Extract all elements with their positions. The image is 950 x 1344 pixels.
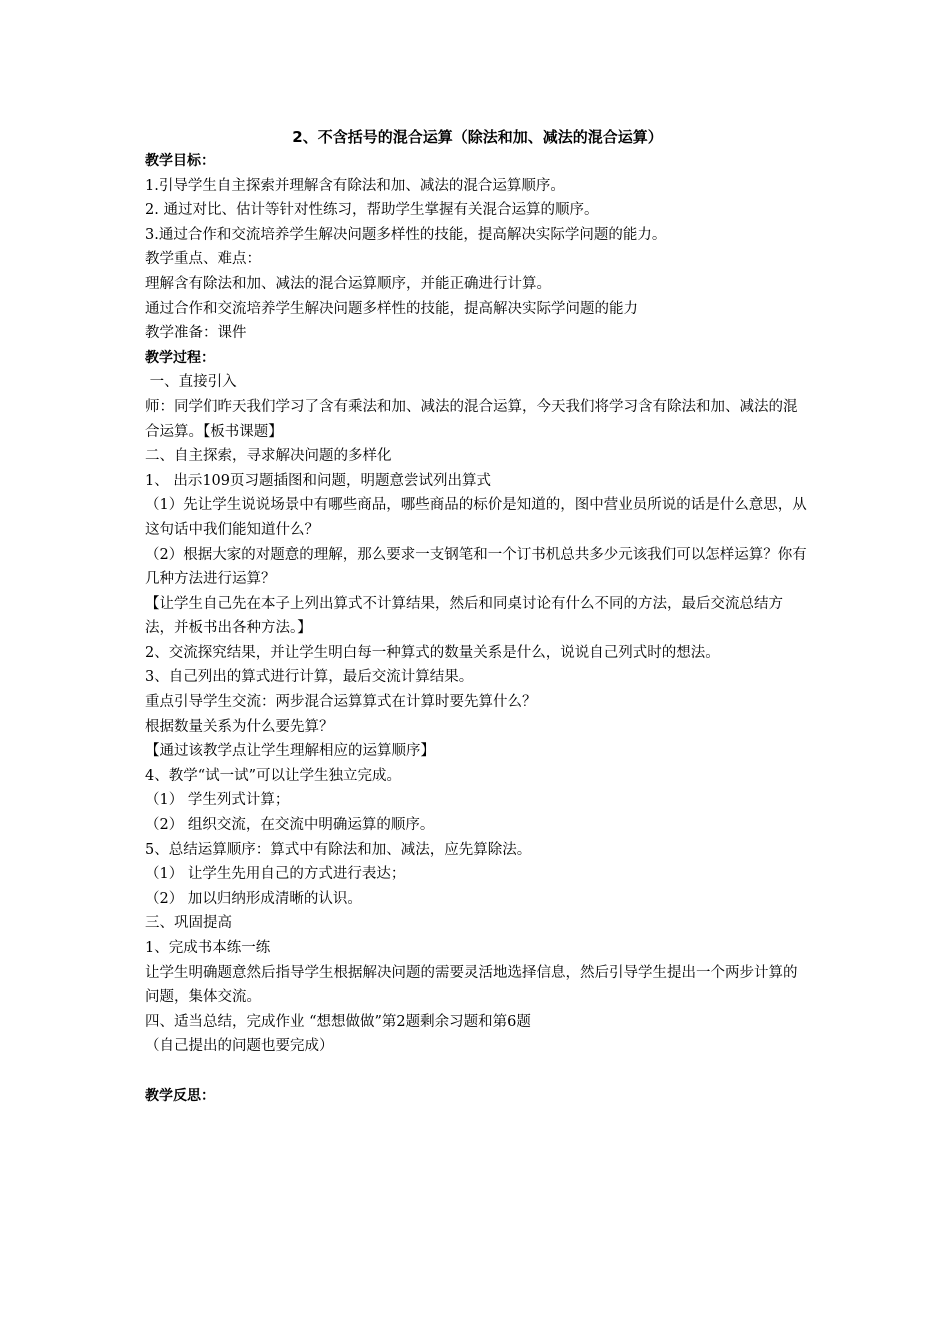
key-point-item: 理解含有除法和加、减法的混合运算顺序，并能正确进行计算。 (145, 275, 551, 292)
reflection-heading: 教学反思： (145, 1087, 215, 1104)
process-paragraph: 1、完成书本练一练 (145, 940, 271, 956)
process-paragraph: （1） 让学生先用自己的方式进行表达； (145, 866, 406, 883)
process-heading: 教学过程： (145, 349, 215, 366)
process-paragraph: （1）先让学生说说场景中有哪些商品，哪些商品的标价是知道的，图中营业员所说的话是什么意思，从这句话中我们能知道什么？ (145, 497, 807, 538)
process-paragraph: 3、自己列出的算式进行计算，最后交流计算结果。 (145, 669, 474, 686)
document-title: 2、不含括号的混合运算（除法和加、减法的混合运算） (292, 128, 663, 146)
objective-item: 2. 通过对比、估计等针对性练习，帮助学生掌握有关混合运算的顺序。 (145, 202, 599, 219)
process-paragraph: 5、总结运算顺序：算式中有除法和加、减法，应先算除法。 (145, 841, 532, 858)
key-point-item: 通过合作和交流培养学生解决问题多样性的技能，提高解决实际学问题的能力 (145, 300, 638, 317)
process-paragraph: 1、 出示109页习题插图和问题，明题意尝试列出算式 (145, 472, 492, 489)
preparation-line: 教学准备：课件 (145, 325, 247, 342)
process-paragraph: 2、交流探究结果，并让学生明白每一种算式的数量关系是什么，说说自己列式时的想法。 (145, 644, 720, 661)
process-paragraph: （自己提出的问题也要完成） (145, 1038, 334, 1055)
process-paragraph: 师：同学们昨天我们学习了含有乘法和加、减法的混合运算，今天我们将学习含有除法和加、减法的混合运算。【板书课题】 (145, 398, 798, 440)
objective-item: 1.引导学生自主探索并理解含有除法和加、减法的混合运算顺序。 (145, 177, 565, 194)
process-paragraph: 让学生明确题意然后指导学生根据解决问题的需要灵活地选择信息，然后引导学生提出一个两步计算的问题，集体交流。 (145, 964, 798, 1006)
process-paragraph: 4、教学“试一试”可以让学生独立完成。 (145, 767, 402, 784)
process-paragraph: （2） 加以归纳形成清晰的认识。 (145, 890, 362, 907)
process-paragraph: 四、适当总结，完成作业 “想想做做”第2题剩余习题和第6题 (145, 1013, 531, 1030)
process-paragraph: （2） 组织交流，在交流中明确运算的顺序。 (145, 817, 435, 834)
key-points-heading: 教学重点、难点： (145, 251, 261, 268)
process-paragraph: （1） 学生列式计算； (145, 792, 290, 809)
document-page (145, 125, 810, 1108)
process-paragraph: 一、直接引入 (145, 374, 237, 391)
process-paragraph: 三、巩固提高 (145, 915, 232, 932)
process-paragraph: 重点引导学生交流：两步混合运算算式在计算时要先算什么？ (145, 694, 537, 711)
objectives-heading: 教学目标： (145, 153, 215, 169)
process-paragraph: 根据数量关系为什么要先算？ (145, 718, 334, 735)
process-paragraph: 二、自主探索，寻求解决问题的多样化 (145, 448, 392, 465)
objective-item: 3.通过合作和交流培养学生解决问题多样性的技能，提高解决实际学问题的能力。 (145, 226, 667, 243)
blank-line (145, 1059, 810, 1084)
process-paragraph: 【让学生自己先在本子上列出算式不计算结果，然后和同桌讨论有什么不同的方法，最后交流总结方法，并板书出各种方法。】 (145, 595, 783, 637)
process-paragraph: （2）根据大家的对题意的理解，那么要求一支钢笔和一个订书机总共多少元该我们可以怎样运算？你有几种方法进行运算？ (145, 546, 807, 588)
process-paragraph: 【通过该教学点让学生理解相应的运算顺序】 (145, 743, 435, 760)
